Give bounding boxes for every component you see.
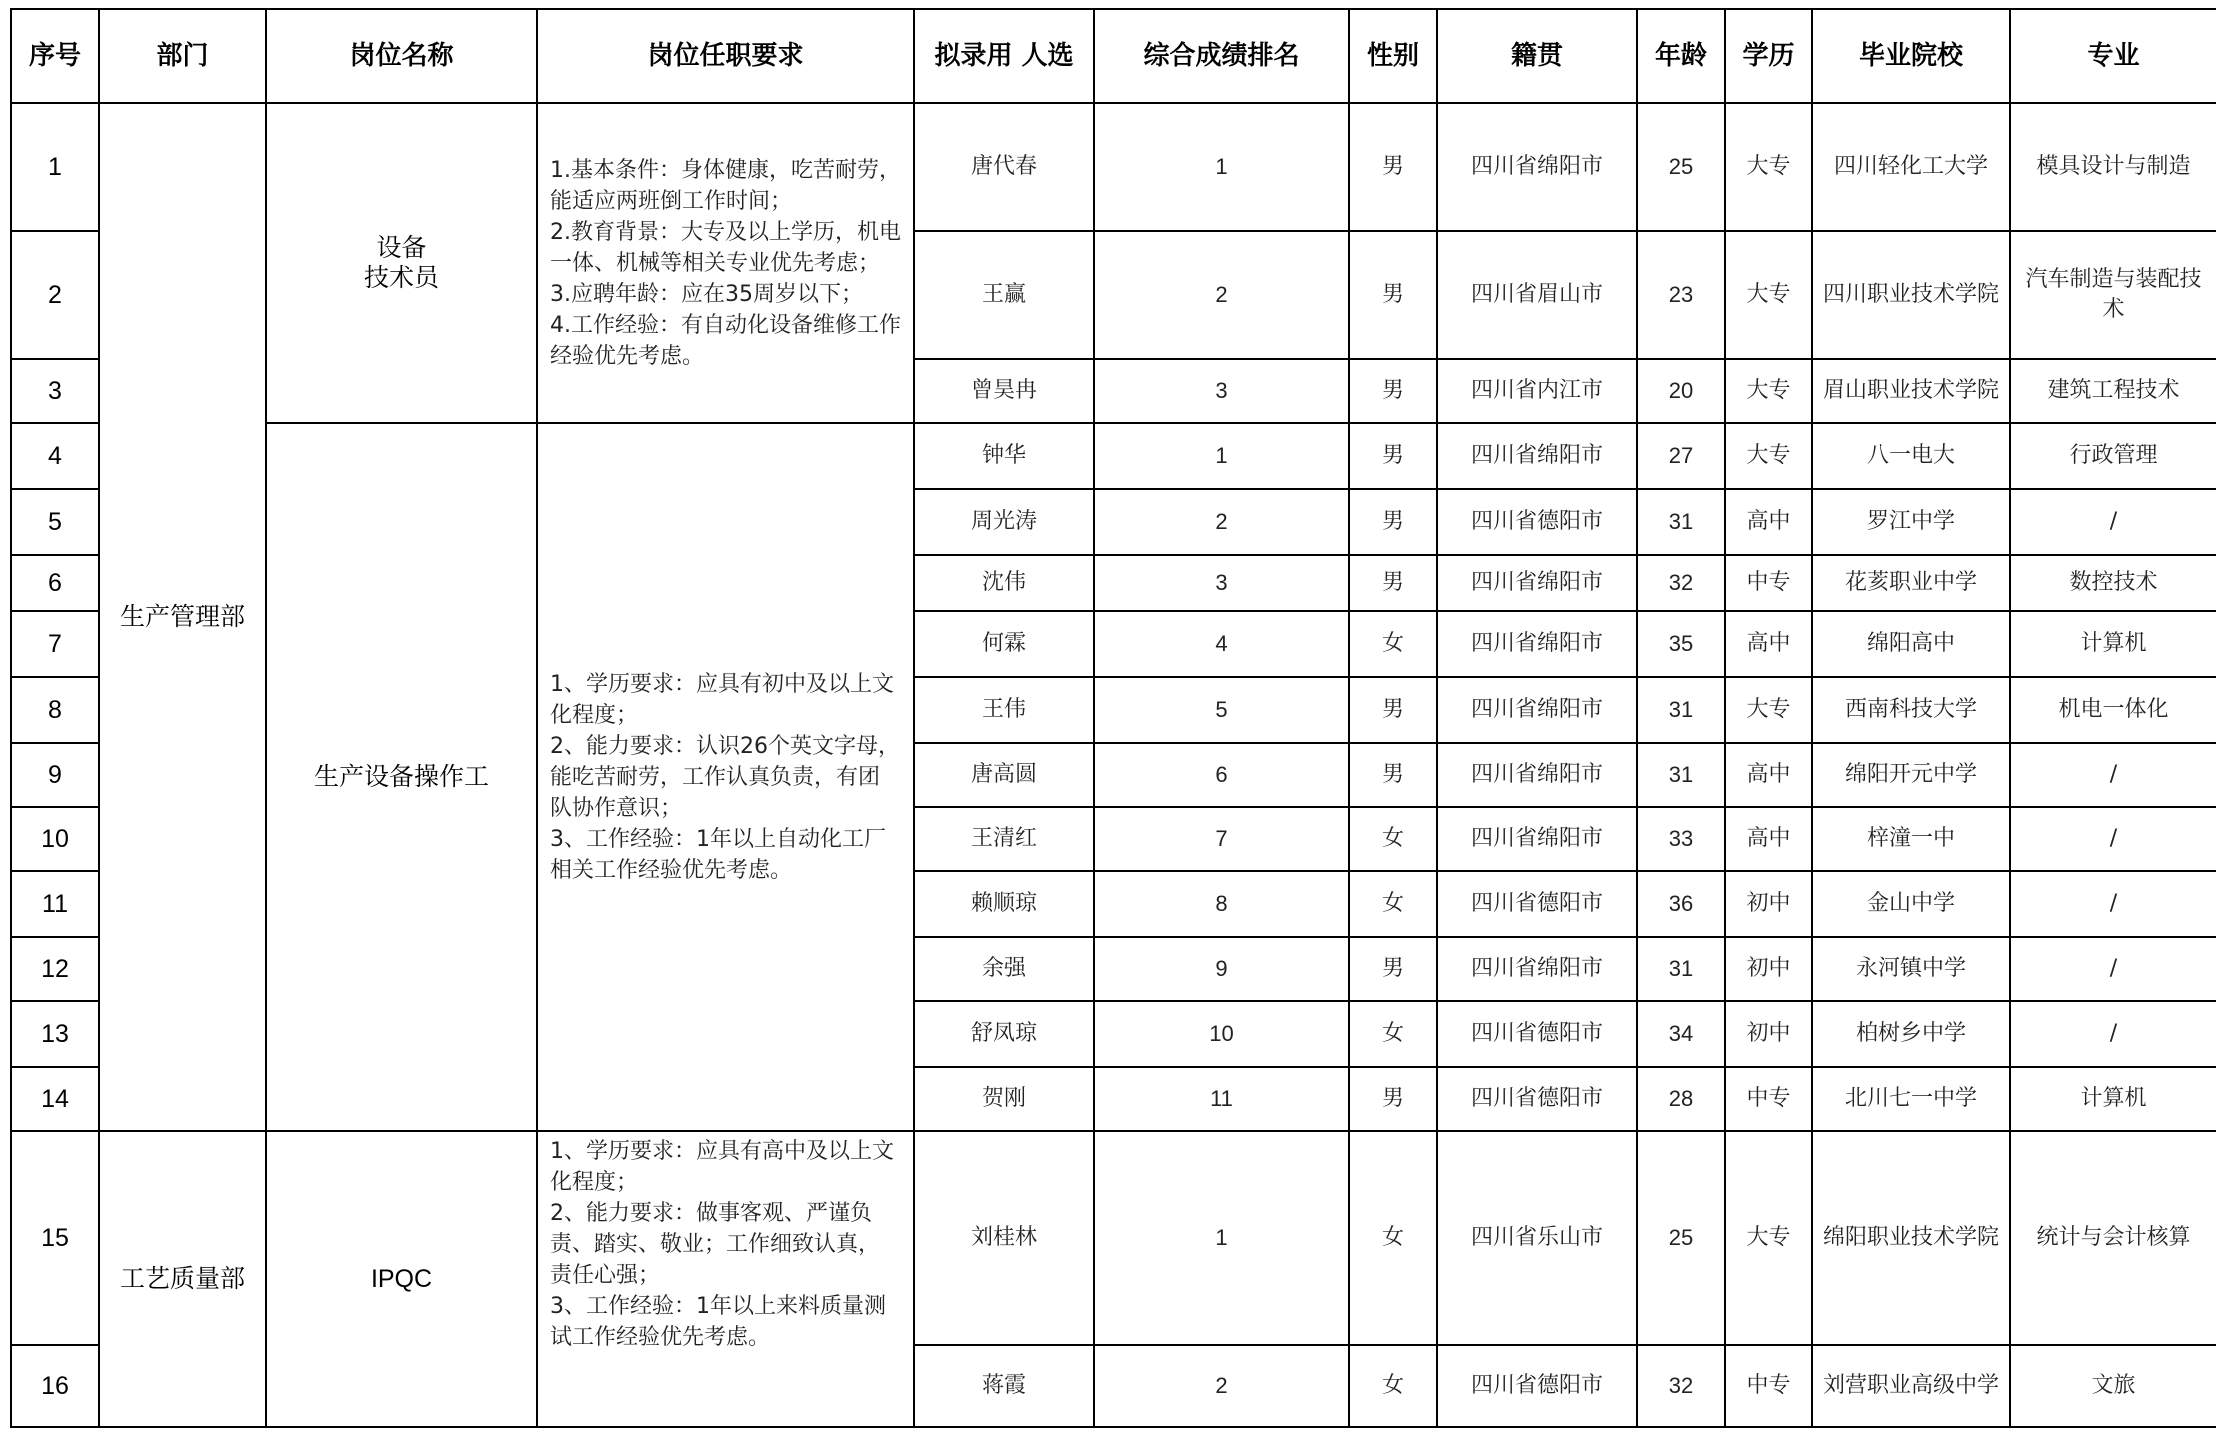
row-number-cell: 3	[11, 359, 99, 423]
candidate-name-cell: 王赢	[914, 231, 1094, 359]
requirement-line: 1.基本条件：身体健康，吃苦耐劳，能适应两班倒工作时间；	[550, 157, 901, 214]
rank-cell: 9	[1094, 937, 1349, 1001]
rank-cell: 8	[1094, 871, 1349, 937]
position-requirements-cell	[537, 423, 914, 1131]
origin-cell: 四川省绵阳市	[1437, 103, 1637, 231]
table-row	[11, 103, 2216, 231]
header-cell: 学历	[1725, 9, 1812, 103]
age-cell: 35	[1637, 611, 1725, 677]
age-cell: 34	[1637, 1001, 1725, 1067]
header-cell: 性别	[1349, 9, 1437, 103]
school-cell: 绵阳职业技术学院	[1812, 1131, 2010, 1345]
origin-cell: 四川省绵阳市	[1437, 807, 1637, 871]
school-cell: 四川职业技术学院	[1812, 231, 2010, 359]
header-cell: 毕业院校	[1812, 9, 2010, 103]
origin-cell: 四川省绵阳市	[1437, 611, 1637, 677]
gender-cell: 女	[1349, 1345, 1437, 1427]
rank-cell: 2	[1094, 231, 1349, 359]
education-cell: 高中	[1725, 743, 1812, 807]
rank-cell: 2	[1094, 1345, 1349, 1427]
row-number-cell: 8	[11, 677, 99, 743]
age-cell: 27	[1637, 423, 1725, 489]
header-cell: 序号	[11, 9, 99, 103]
major-cell: 文旅	[2010, 1345, 2216, 1427]
school-cell: 八一电大	[1812, 423, 2010, 489]
table-row	[11, 423, 2216, 489]
school-cell: 花荄职业中学	[1812, 555, 2010, 611]
origin-cell: 四川省德阳市	[1437, 1345, 1637, 1427]
education-cell: 初中	[1725, 1001, 1812, 1067]
major-cell: /	[2010, 1001, 2216, 1067]
education-cell: 中专	[1725, 1067, 1812, 1131]
age-cell: 25	[1637, 103, 1725, 231]
candidate-name-cell: 刘桂林	[914, 1131, 1094, 1345]
major-cell: 模具设计与制造	[2010, 103, 2216, 231]
education-cell: 初中	[1725, 871, 1812, 937]
rank-cell: 1	[1094, 1131, 1349, 1345]
education-cell: 大专	[1725, 423, 1812, 489]
header-cell: 拟录用 人选	[914, 9, 1094, 103]
gender-cell: 男	[1349, 489, 1437, 555]
gender-cell: 女	[1349, 611, 1437, 677]
age-cell: 23	[1637, 231, 1725, 359]
rank-cell: 4	[1094, 611, 1349, 677]
school-cell: 绵阳高中	[1812, 611, 2010, 677]
requirement-line: 4.工作经验：有自动化设备维修工作经验优先考虑。	[550, 312, 901, 369]
position-name-cell: IPQC	[266, 1131, 537, 1427]
candidate-name-cell: 王清红	[914, 807, 1094, 871]
age-cell: 32	[1637, 1345, 1725, 1427]
candidate-name-cell: 钟华	[914, 423, 1094, 489]
row-number-cell: 12	[11, 937, 99, 1001]
education-cell: 大专	[1725, 231, 1812, 359]
requirement-line: 1、学历要求：应具有高中及以上文化程度；	[550, 1139, 894, 1195]
gender-cell: 男	[1349, 423, 1437, 489]
requirement-line: 2.教育背景：大专及以上学历，机电一体、机械等相关专业优先考虑；	[550, 219, 901, 276]
gender-cell: 男	[1349, 555, 1437, 611]
row-number-cell: 13	[11, 1001, 99, 1067]
header-cell: 岗位名称	[266, 9, 537, 103]
major-cell: /	[2010, 871, 2216, 937]
gender-cell: 女	[1349, 1131, 1437, 1345]
education-cell: 中专	[1725, 1345, 1812, 1427]
requirement-line: 3、工作经验：1年以上来料质量测试工作经验优先考虑。	[550, 1294, 886, 1350]
gender-cell: 男	[1349, 231, 1437, 359]
header-cell: 籍贯	[1437, 9, 1637, 103]
age-cell: 31	[1637, 677, 1725, 743]
requirement-line: 2、能力要求：做事客观、严谨负责、踏实、敬业；工作细致认真，责任心强；	[550, 1201, 881, 1288]
education-cell: 高中	[1725, 807, 1812, 871]
rank-cell: 6	[1094, 743, 1349, 807]
position-name-cell: 设备 技术员	[266, 103, 537, 423]
rank-cell: 5	[1094, 677, 1349, 743]
education-cell: 高中	[1725, 489, 1812, 555]
origin-cell: 四川省绵阳市	[1437, 743, 1637, 807]
candidate-name-cell: 曾昊冉	[914, 359, 1094, 423]
education-cell: 初中	[1725, 937, 1812, 1001]
education-cell: 大专	[1725, 1131, 1812, 1345]
school-cell: 金山中学	[1812, 871, 2010, 937]
candidate-name-cell: 何霖	[914, 611, 1094, 677]
gender-cell: 男	[1349, 1067, 1437, 1131]
rank-cell: 3	[1094, 555, 1349, 611]
rank-cell: 2	[1094, 489, 1349, 555]
school-cell: 四川轻化工大学	[1812, 103, 2010, 231]
row-number-cell: 6	[11, 555, 99, 611]
row-number-cell: 10	[11, 807, 99, 871]
candidate-name-cell: 贺刚	[914, 1067, 1094, 1131]
position-name-cell: 生产设备操作工	[266, 423, 537, 1131]
gender-cell: 男	[1349, 359, 1437, 423]
candidate-name-cell: 余强	[914, 937, 1094, 1001]
major-cell: /	[2010, 489, 2216, 555]
school-cell: 眉山职业技术学院	[1812, 359, 2010, 423]
school-cell: 北川七一中学	[1812, 1067, 2010, 1131]
candidate-name-cell: 王伟	[914, 677, 1094, 743]
major-cell: 数控技术	[2010, 555, 2216, 611]
education-cell: 大专	[1725, 103, 1812, 231]
header-row	[11, 9, 2216, 103]
row-number-cell: 1	[11, 103, 99, 231]
major-cell: 行政管理	[2010, 423, 2216, 489]
school-cell: 绵阳开元中学	[1812, 743, 2010, 807]
rank-cell: 3	[1094, 359, 1349, 423]
age-cell: 28	[1637, 1067, 1725, 1131]
candidate-name-cell: 沈伟	[914, 555, 1094, 611]
education-cell: 中专	[1725, 555, 1812, 611]
row-number-cell: 16	[11, 1345, 99, 1427]
department-cell: 工艺质量部	[99, 1131, 266, 1427]
origin-cell: 四川省德阳市	[1437, 1067, 1637, 1131]
origin-cell: 四川省绵阳市	[1437, 937, 1637, 1001]
gender-cell: 女	[1349, 1001, 1437, 1067]
origin-cell: 四川省内江市	[1437, 359, 1637, 423]
major-cell: /	[2010, 807, 2216, 871]
major-cell: /	[2010, 743, 2216, 807]
major-cell: 机电一体化	[2010, 677, 2216, 743]
age-cell: 32	[1637, 555, 1725, 611]
table-body	[11, 103, 2216, 1427]
department-cell: 生产管理部	[99, 103, 266, 1131]
row-number-cell: 7	[11, 611, 99, 677]
origin-cell: 四川省德阳市	[1437, 1001, 1637, 1067]
age-cell: 31	[1637, 489, 1725, 555]
major-cell: 汽车制造与装配技术	[2010, 231, 2216, 359]
age-cell: 33	[1637, 807, 1725, 871]
origin-cell: 四川省眉山市	[1437, 231, 1637, 359]
major-cell: /	[2010, 937, 2216, 1001]
position-requirements-cell	[537, 103, 914, 423]
major-cell: 计算机	[2010, 611, 2216, 677]
header-cell: 专业	[2010, 9, 2216, 103]
rank-cell: 11	[1094, 1067, 1349, 1131]
gender-cell: 男	[1349, 103, 1437, 231]
recruitment-table	[10, 8, 2216, 1428]
gender-cell: 女	[1349, 871, 1437, 937]
origin-cell: 四川省绵阳市	[1437, 555, 1637, 611]
education-cell: 大专	[1725, 677, 1812, 743]
header-cell: 综合成绩排名	[1094, 9, 1349, 103]
rank-cell: 7	[1094, 807, 1349, 871]
rank-cell: 1	[1094, 103, 1349, 231]
candidate-name-cell: 赖顺琼	[914, 871, 1094, 937]
origin-cell: 四川省绵阳市	[1437, 677, 1637, 743]
origin-cell: 四川省德阳市	[1437, 871, 1637, 937]
header-cell: 部门	[99, 9, 266, 103]
gender-cell: 男	[1349, 937, 1437, 1001]
school-cell: 刘营职业高级中学	[1812, 1345, 2010, 1427]
requirement-line: 3.应聘年龄：应在35周岁以下；	[550, 281, 863, 307]
row-number-cell: 11	[11, 871, 99, 937]
candidate-name-cell: 舒凤琼	[914, 1001, 1094, 1067]
age-cell: 31	[1637, 937, 1725, 1001]
position-requirements-cell	[537, 1131, 914, 1427]
requirement-line: 2、能力要求：认识26个英文字母，能吃苦耐劳，工作认真负责，有团队协作意识；	[550, 733, 900, 821]
major-cell: 计算机	[2010, 1067, 2216, 1131]
row-number-cell: 5	[11, 489, 99, 555]
school-cell: 永河镇中学	[1812, 937, 2010, 1001]
education-cell: 高中	[1725, 611, 1812, 677]
row-number-cell: 15	[11, 1131, 99, 1345]
row-number-cell: 14	[11, 1067, 99, 1131]
candidate-name-cell: 周光涛	[914, 489, 1094, 555]
candidate-name-cell: 唐代春	[914, 103, 1094, 231]
school-cell: 罗江中学	[1812, 489, 2010, 555]
age-cell: 20	[1637, 359, 1725, 423]
major-cell: 统计与会计核算	[2010, 1131, 2216, 1345]
row-number-cell: 4	[11, 423, 99, 489]
school-cell: 柏树乡中学	[1812, 1001, 2010, 1067]
origin-cell: 四川省乐山市	[1437, 1131, 1637, 1345]
requirement-line: 3、工作经验：1年以上自动化工厂相关工作经验优先考虑。	[550, 826, 886, 883]
gender-cell: 男	[1349, 677, 1437, 743]
gender-cell: 女	[1349, 807, 1437, 871]
school-cell: 西南科技大学	[1812, 677, 2010, 743]
candidate-name-cell: 唐高圆	[914, 743, 1094, 807]
table-row	[11, 1131, 2216, 1345]
age-cell: 25	[1637, 1131, 1725, 1345]
row-number-cell: 2	[11, 231, 99, 359]
candidate-name-cell: 蒋霞	[914, 1345, 1094, 1427]
recruitment-table-container	[10, 8, 2216, 1428]
major-cell: 建筑工程技术	[2010, 359, 2216, 423]
row-number-cell: 9	[11, 743, 99, 807]
age-cell: 31	[1637, 743, 1725, 807]
gender-cell: 男	[1349, 743, 1437, 807]
origin-cell: 四川省德阳市	[1437, 489, 1637, 555]
rank-cell: 1	[1094, 423, 1349, 489]
origin-cell: 四川省绵阳市	[1437, 423, 1637, 489]
school-cell: 梓潼一中	[1812, 807, 2010, 871]
rank-cell: 10	[1094, 1001, 1349, 1067]
header-cell: 年龄	[1637, 9, 1725, 103]
education-cell: 大专	[1725, 359, 1812, 423]
age-cell: 36	[1637, 871, 1725, 937]
requirement-line: 1、学历要求：应具有初中及以上文化程度；	[550, 671, 894, 728]
header-cell: 岗位任职要求	[537, 9, 914, 103]
